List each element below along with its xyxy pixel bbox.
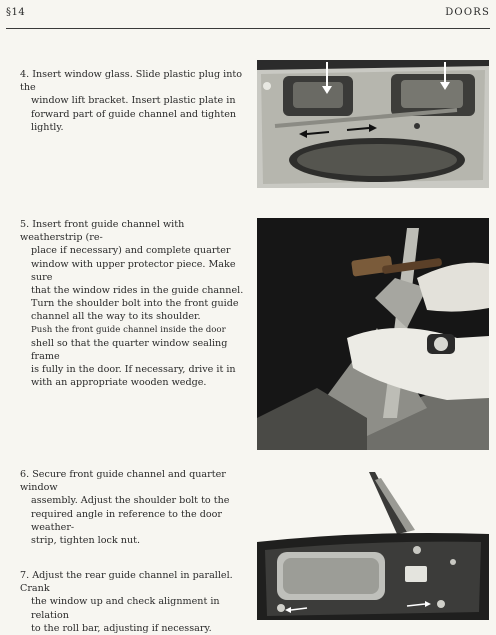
step-note: shell so that the quarter window sealing frame	[31, 337, 228, 363]
step-note: is fully in the door. If necessary, drive it in	[31, 364, 236, 376]
step-number: 5.	[20, 219, 30, 230]
step-note: Push the front guide channel inside the door	[31, 324, 226, 335]
step-text: window with upper protector piece. Make sure	[31, 258, 236, 283]
page-number: §14	[6, 7, 26, 18]
step-text: the window up and check alignment in relation	[31, 596, 220, 621]
step-text: Secure front guide channel and quarter window	[20, 469, 226, 494]
step-number: 4.	[20, 69, 30, 80]
step-number: 6.	[20, 469, 30, 480]
door-panel-photo	[257, 60, 489, 188]
step-text: forward part of guide channel and tighten lightly.	[31, 108, 237, 133]
step-note: with an appropriate wooden wedge.	[31, 377, 207, 389]
step-5	[20, 218, 248, 390]
step-number: 7.	[20, 570, 30, 581]
step-text: that the window rides in the guide channel.	[31, 285, 244, 297]
step-7	[20, 569, 248, 635]
step-text: place if necessary) and complete quarter	[31, 245, 231, 257]
step-6	[20, 468, 248, 547]
step-text: window lift bracket. Insert plastic plate in	[31, 95, 236, 107]
step-text: to the roll bar, adjusting if necessary.	[31, 622, 212, 634]
step-text: required angle in reference to the door weather-	[31, 508, 222, 533]
step-text: Insert front guide channel with weatherstrip (re-	[20, 219, 185, 244]
section-title: DOORS	[445, 7, 490, 18]
step-text: Insert window glass. Slide plastic plug into the	[20, 69, 243, 94]
guide-channel-photo	[257, 218, 489, 450]
step-text: Adjust the rear guide channel in parallel. Crank	[20, 570, 233, 595]
step-text: Turn the shoulder bolt into the front guide	[31, 298, 239, 310]
step-text: strip, tighten lock nut.	[31, 535, 141, 547]
door-assembly-photo	[257, 470, 489, 620]
step-text: assembly. Adjust the shoulder bolt to the	[31, 495, 230, 507]
step-4	[20, 68, 248, 134]
header-rule	[6, 28, 490, 29]
step-text: channel all the way to its shoulder.	[31, 311, 201, 323]
